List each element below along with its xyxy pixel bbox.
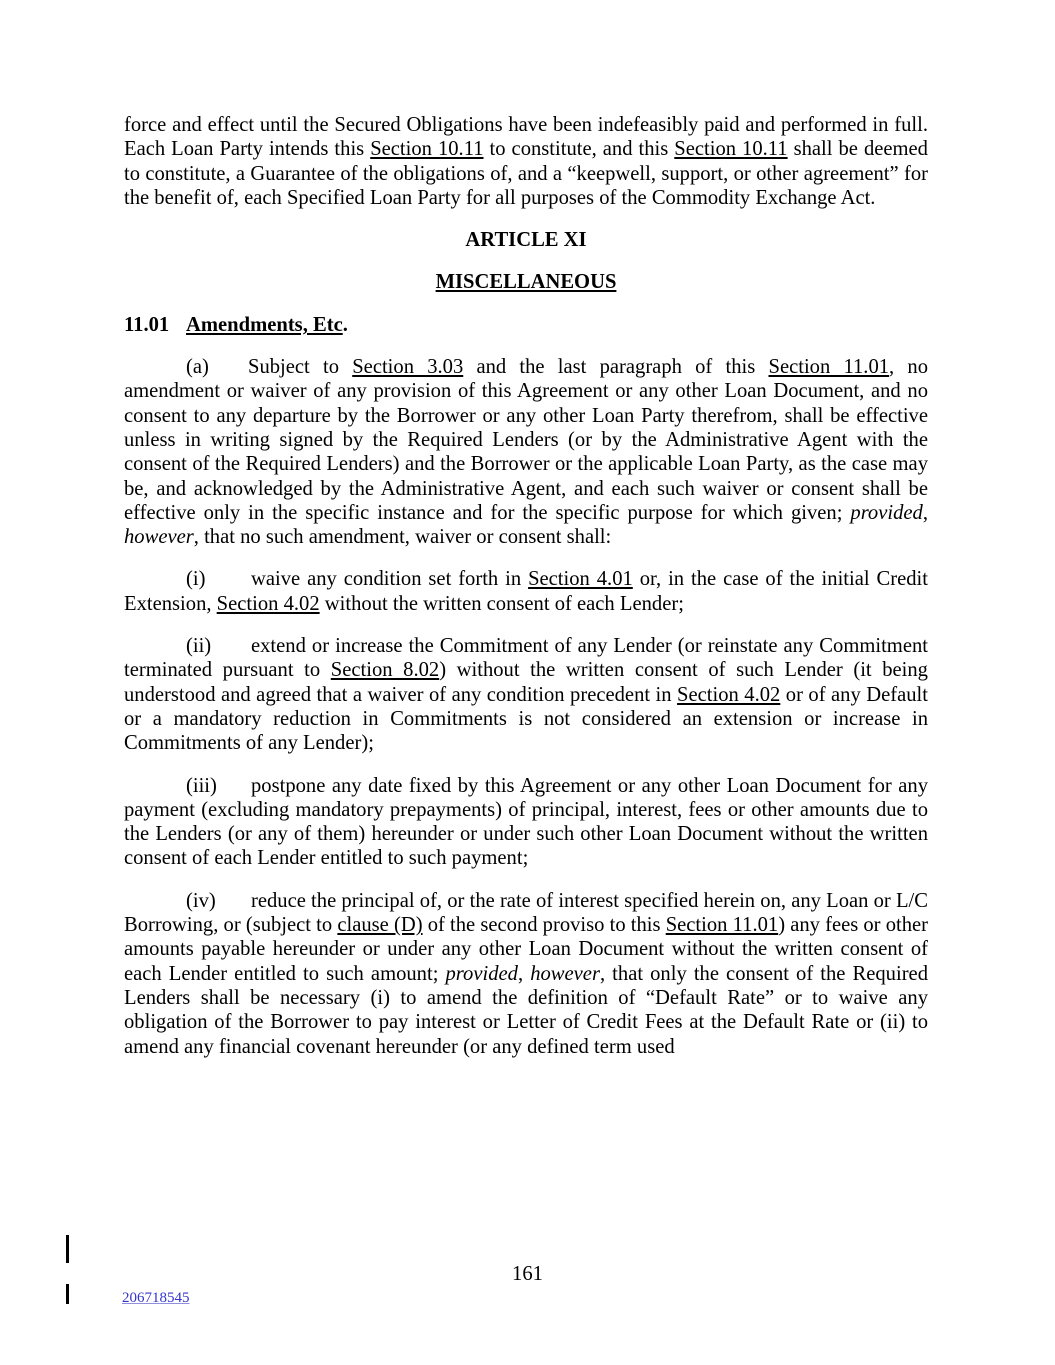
text-run: Section 3.03 (352, 356, 464, 379)
clause-iv-text (124, 890, 928, 1058)
text-run: Section 4.02 (677, 683, 781, 706)
intro-paragraph (124, 113, 928, 210)
paragraph-a (124, 355, 928, 549)
text-run: or of any Default or a mandatory reduction in Commitments is not considered an extension or increase in Commitments of any Lender); (124, 683, 928, 755)
article-subheading (124, 270, 928, 294)
text-run: and the last paragraph of this (463, 356, 769, 379)
paragraph-a-label: (a) (186, 356, 209, 379)
section-title-suffix: . (342, 313, 348, 336)
text-run: Section 4.01 (528, 568, 633, 591)
clause-iv-label: (iv) (186, 889, 216, 912)
clause-iv (124, 889, 928, 1059)
clause-i (124, 567, 928, 616)
text-run: clause (D) (337, 914, 423, 937)
page-number: 161 (512, 1263, 543, 1285)
text-run: without the written consent of each Lender; (319, 592, 684, 615)
article-subheading-text: MISCELLANEOUS (435, 271, 617, 294)
change-bar (66, 1235, 69, 1263)
text-run: reduce the principal of, or the rate of interest specified herein on, any Loan or L/C Borrowing, or (subject to (124, 889, 928, 937)
section-number: 11.01 (124, 313, 170, 336)
text-run: , (922, 501, 928, 524)
clause-ii (124, 634, 928, 755)
text-run: , that only the consent of the Required Lenders shall be necessary (i) to amend the definition of “Default Rate” or to waive any obligation of the Borrower to pay interest or Letter of Credit Fees at the Default Rate or (ii) to amend any financial covenant hereunder (or any defined term used (124, 962, 928, 1058)
text-run: ) without the written consent of such Lender (it being understood and agreed that a waiver of any condition precedent in (124, 659, 928, 706)
section-heading (124, 313, 928, 337)
text-run: Section 8.02 (330, 659, 440, 682)
text-run: however (124, 526, 194, 549)
text-run: ) any fees or other amounts payable hereunder or under any other Loan Document without the written consent of each Lender entitled to such amount; (124, 914, 929, 985)
text-run: of the second proviso to this (422, 914, 666, 937)
section-title: Amendments, Etc (186, 313, 343, 336)
clause-iii (124, 774, 928, 871)
text-run: force and effect until the Secured Obligations have been indefeasibly paid and performed in full. Each Loan Party intends this (124, 114, 928, 161)
text-run: Section 10.11 (674, 138, 788, 161)
text-run: extend or increase the Commitment of any Lender (or reinstate any Commitment terminated pursuant to (124, 635, 928, 682)
text-run: , that no such amendment, waiver or consent shall: (193, 526, 612, 549)
text-run: waive any condition set forth in (251, 568, 529, 591)
text-run: or, in the case of the initial Credit Extension, (124, 568, 928, 615)
clause-ii-label: (ii) (186, 635, 212, 658)
text-run: however (530, 962, 600, 985)
clause-iii-label: (iii) (186, 774, 217, 797)
doc-id-link[interactable]: 206718545 (122, 1290, 190, 1306)
text-run: postpone any date fixed by this Agreement or any other Loan Document for any payment (excluding mandatory prepayments) of principal, interest, fees or other amounts due to the Lenders (or any of them) hereunder or under such other Loan Document without the written consent of each Lender entitled to such payment; (124, 774, 928, 870)
article-heading: ARTICLE XI (465, 229, 587, 252)
text-run: , (517, 962, 531, 985)
text-run: shall be deemed to constitute, a Guarantee of the obligations of, and a “keepwell, support, or other agreement” for the benefit of, each Specified Loan Party for all purposes of the Commodity Exchange Act. (124, 138, 928, 209)
paragraph-a-text (124, 356, 928, 548)
text-run: Section 4.02 (216, 592, 320, 615)
text-run: provided (445, 962, 518, 985)
text-run: Section 10.11 (370, 138, 484, 161)
clause-i-label: (i) (186, 568, 206, 591)
page-content (124, 113, 928, 1077)
text-run: Section 11.01 (665, 914, 779, 937)
text-run: to constitute, and this (483, 138, 675, 161)
text-run: provided (850, 501, 923, 524)
text-run: Section 11.01 (768, 356, 890, 379)
text-run: Subject to (248, 356, 353, 379)
text-run: , no amendment or waiver of any provision of this Agreement or any other Loan Document, and no consent to any departure by the Borrower or any other Loan Party therefrom, shall be effective unless in writing signed by the Required Lenders (or by the Administrative Agent with the consent of the Required Lenders) and the Borrower or the applicable Loan Party, as the case may be, and acknowledged by the Administrative Agent, and each such waiver or consent shall be effective only in the specific instance and for the specific purpose for which given; (124, 356, 929, 524)
change-bar (66, 1284, 69, 1304)
